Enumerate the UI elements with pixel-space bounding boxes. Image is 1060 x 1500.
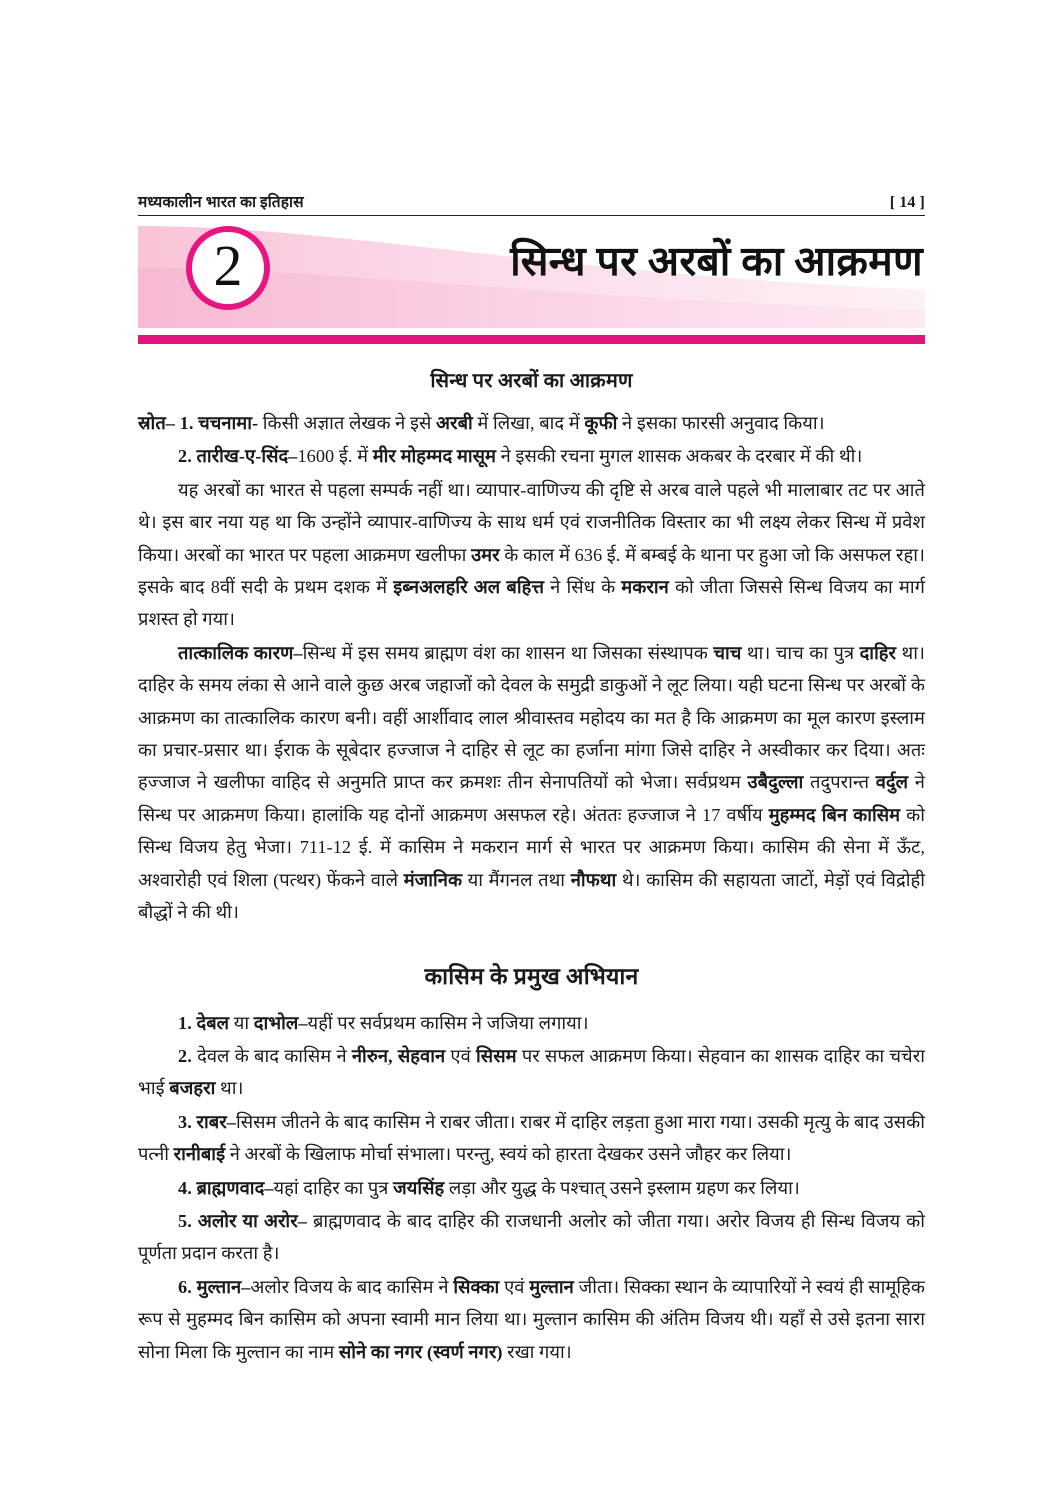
- p2-text-f: को सिन्ध विजय हेतु भेजा। 711-12 ई. में कासिम ने मकरान मार्ग से भारत पर आक्रमण किया। कासिम की सेना में ऊँट, अश्वारोही एवं शिला (पत्थर) फेंकने वाले: [138, 804, 926, 890]
- source-2-term: तारीख-ए-सिंद–: [196, 446, 298, 467]
- campaign-1-term-b: दाभोल–: [253, 1012, 308, 1033]
- p2-bold-manjanik: मंजानिक: [403, 869, 463, 890]
- sources-label: स्रोत–: [138, 413, 175, 433]
- campaign-2-text-a: देवल के बाद कासिम ने: [197, 1045, 352, 1066]
- campaign-6-term-c: मुल्तान: [529, 1276, 574, 1297]
- chapter-number-badge: [186, 226, 270, 310]
- campaign-2-text-b: एवं: [445, 1045, 477, 1066]
- campaign-1-term-a: देबल: [196, 1012, 230, 1033]
- campaign-6-term-b: सिक्का: [453, 1276, 500, 1297]
- campaign-6-term-d: सोने का नगर (स्वर्ण नगर): [338, 1341, 503, 1362]
- campaign-2-term-c: बजहरा: [169, 1078, 216, 1099]
- p2-text-a: सिन्ध में इस समय ब्राह्मण वंश का शासन था जिसका संस्थापक: [302, 642, 714, 663]
- campaign-2-number: 2.: [178, 1045, 192, 1066]
- campaign-6-text-a: अलोर विजय के बाद कासिम ने: [250, 1276, 454, 1297]
- source-1-text-a: किसी अज्ञात लेखक ने इसे: [258, 413, 437, 433]
- campaign-5-term-a: अलोर या अरोर–: [197, 1210, 307, 1231]
- campaign-item-3: [138, 1106, 925, 1171]
- campaign-2-text-d: था।: [215, 1078, 244, 1099]
- campaign-3-term-a: राबर–: [196, 1111, 236, 1132]
- campaign-6-term-a: मुल्तान–: [196, 1276, 251, 1297]
- campaign-item-6: [138, 1271, 925, 1368]
- page-content: [138, 190, 925, 1369]
- p1-bold-ibn: इब्नअलहरि अल बहित्त: [393, 577, 545, 598]
- source-2-text-b: ने इसकी रचना मुगल शासक अकबर के दरबार में की थी।: [496, 446, 863, 467]
- page-number: [ 14 ]: [889, 194, 925, 211]
- campaign-6-text-d: रखा गया।: [502, 1341, 572, 1362]
- paragraph-first-contact: [138, 474, 925, 636]
- campaign-6-text-c: जीता। सिक्का स्थान के व्यापारियों ने स्वयं ही सामूहिक रूप से मुहम्मद बिन कासिम को अपना स्वामी मान लिया था। मुल्तान कासिम की अंतिम विजय थी। यहाँ से उसे इतना सारा सोना मिला कि मुल्तान का नाम: [138, 1276, 925, 1362]
- source-2-bold-b: मीर मोहम्मद मासूम: [372, 446, 497, 467]
- campaign-2-term-a: नीरुन, सेहवान: [351, 1045, 446, 1066]
- source-1-text-b: में लिखा, बाद में: [472, 413, 585, 433]
- p2-text-b: था। चाच का पुत्र: [741, 642, 860, 663]
- source-1-bold-c: कूफी: [584, 413, 618, 433]
- source-1-text-c: ने इसका फारसी अनुवाद किया।: [617, 413, 825, 433]
- campaign-1-mid: या: [229, 1012, 254, 1033]
- source-2-text-a: 1600 ई. में: [297, 446, 373, 467]
- campaign-4-term-b: जयसिंह: [393, 1177, 445, 1198]
- p2-bold-budail: वर्दुल: [875, 772, 909, 793]
- paragraph-immediate-cause: [138, 637, 925, 929]
- source-item-1: [138, 407, 925, 439]
- p1-text-c: ने सिंध के: [544, 577, 622, 598]
- p2-text-e: ने सिन्ध पर आक्रमण किया। हालांकि यह दोनों आक्रमण असफल रहे। अंततः हज्जाज ने 17 वर्षीय: [138, 772, 925, 825]
- p2-bold-qasim: मुहम्मद बिन कासिम: [768, 804, 901, 825]
- source-item-2: [138, 440, 925, 472]
- campaign-6-text-b: एवं: [499, 1276, 530, 1297]
- p1-text-b: के काल में 636 ई. में बम्बई के थाना पर हुआ जो कि असफल रहा। इसके बाद 8वीं सदी के प्रथम दशक में: [138, 544, 925, 598]
- campaign-4-number: 4.: [178, 1177, 192, 1198]
- source-1-bold-b: अरबी: [436, 413, 473, 433]
- p2-bold-dahir: दाहिर: [859, 642, 897, 663]
- p2-term: तात्कालिक कारण–: [178, 642, 303, 663]
- p1-bold-umar: उमर: [471, 544, 500, 565]
- campaign-3-number: 3.: [178, 1111, 192, 1132]
- p2-bold-naufatha: नौफथा: [570, 869, 617, 890]
- chapter-banner: [138, 216, 925, 334]
- banner-rule: [138, 335, 925, 344]
- source-1-term: चचनामा-: [198, 413, 259, 433]
- campaign-3-text-b: ने अरबों के खिलाफ मोर्चा संभाला। परन्तु, स्वयं को हारता देखकर उसने जौहर कर लिया।: [225, 1144, 792, 1165]
- campaign-4-term-a: ब्राह्मणवाद–: [196, 1177, 274, 1198]
- p2-text-g: या मैंगनल तथा: [462, 869, 571, 890]
- p2-text-d: तदुपरान्त: [803, 772, 876, 793]
- campaign-4-text-b: लड़ा और युद्ध के पश्चात् उसने इस्लाम ग्रहण कर लिया।: [444, 1177, 800, 1198]
- p2-bold-chach: चाच: [713, 642, 742, 663]
- campaign-3-term-b: रानीबाई: [173, 1144, 226, 1165]
- p2-bold-ubaidullah: उबैदुल्ला: [747, 772, 804, 793]
- campaign-item-2: [138, 1040, 925, 1105]
- campaign-1-text: यहीं पर सर्वप्रथम कासिम ने जजिया लगाया।: [307, 1012, 589, 1033]
- campaign-2-text-c: पर सफल आक्रमण किया। सेहवान का शासक दाहिर का चचेरा भाई: [138, 1045, 925, 1099]
- section-heading-2: कासिम के प्रमुख अभियान: [424, 963, 639, 989]
- section-heading-1: सिन्ध पर अरबों का आक्रमण: [430, 370, 633, 392]
- campaign-item-1: [138, 1007, 925, 1039]
- p2-text-h: थे। कासिम की सहायता जाटों, मेड़ों एवं विद्रोही बौद्धों ने की थी।: [138, 869, 925, 923]
- campaign-item-5: [138, 1205, 925, 1270]
- p1-text-d: को जीता जिससे सिन्ध विजय का मार्ग प्रशस्त हो गया।: [138, 577, 925, 630]
- campaign-2-term-b: सिसम: [476, 1045, 517, 1066]
- campaign-1-number: 1.: [178, 1012, 192, 1033]
- source-2-number: 2.: [178, 446, 192, 467]
- p1-bold-makran: मकरान: [621, 577, 669, 598]
- campaign-4-text-a: यहां दाहिर का पुत्र: [273, 1177, 394, 1198]
- campaign-5-number: 5.: [178, 1210, 192, 1231]
- campaign-3-text-a: सिसम जीतने के बाद कासिम ने राबर जीता। राबर में दाहिर लड़ता हुआ मारा गया। उसकी मृत्यु के बाद उसकी पत्नी: [138, 1111, 925, 1165]
- chapter-title: सिन्ध पर अरबों का आक्रमण: [510, 238, 923, 284]
- source-1-number: 1.: [179, 413, 194, 433]
- campaign-6-number: 6.: [178, 1276, 192, 1297]
- campaign-5-text-a: ब्राह्मणवाद के बाद दाहिर की राजधानी अलोर को जीता गया। अरोर विजय ही सिन्ध विजय को पूर्णता प्रदान करता है।: [138, 1210, 925, 1264]
- p2-text-c: था। दाहिर के समय लंका से आने वाले कुछ अरब जहाजों को देवल के समुद्री डाकुओं ने लूट लिया। यही घटना सिन्ध पर अरबों के आक्रमण का तात्कालिक कारण बनी। वहीं आर्शीवाद लाल श्रीवास्तव महोदय का मत है कि आक्रमण का मूल कारण इस्लाम का प्रचार-प्रसार था। ईराक के सूबेदार हज्जाज ने दाहिर से लूट का हर्जाना मांगा जिसे दाहिर ने अस्वीकार कर दिया। अतः हज्जाज ने खलीफा वाहिद से अनुमति प्राप्त कर क्रमशः तीन सेनापतियों को भेजा। सर्वप्रथम: [138, 642, 925, 793]
- running-head-title: मध्यकालीन भारत का इतिहास: [138, 194, 304, 211]
- running-head: [138, 190, 925, 215]
- chapter-number: 2: [213, 233, 243, 298]
- campaign-item-4: [138, 1172, 925, 1204]
- p1-text-a: यह अरबों का भारत से पहला सम्पर्क नहीं था। व्यापार-वाणिज्य की दृष्टि से अरब वाले पहले भी मालाबार तट पर आते थे। इस बार नया यह था कि उन्होंने व्यापार-वाणिज्य के साथ धर्म एवं राजनीतिक विस्तार का भी लक्ष्य लेकर सिन्ध में प्रवेश किया। अरबों का भारत पर पहला आक्रमण खलीफा: [138, 479, 925, 565]
